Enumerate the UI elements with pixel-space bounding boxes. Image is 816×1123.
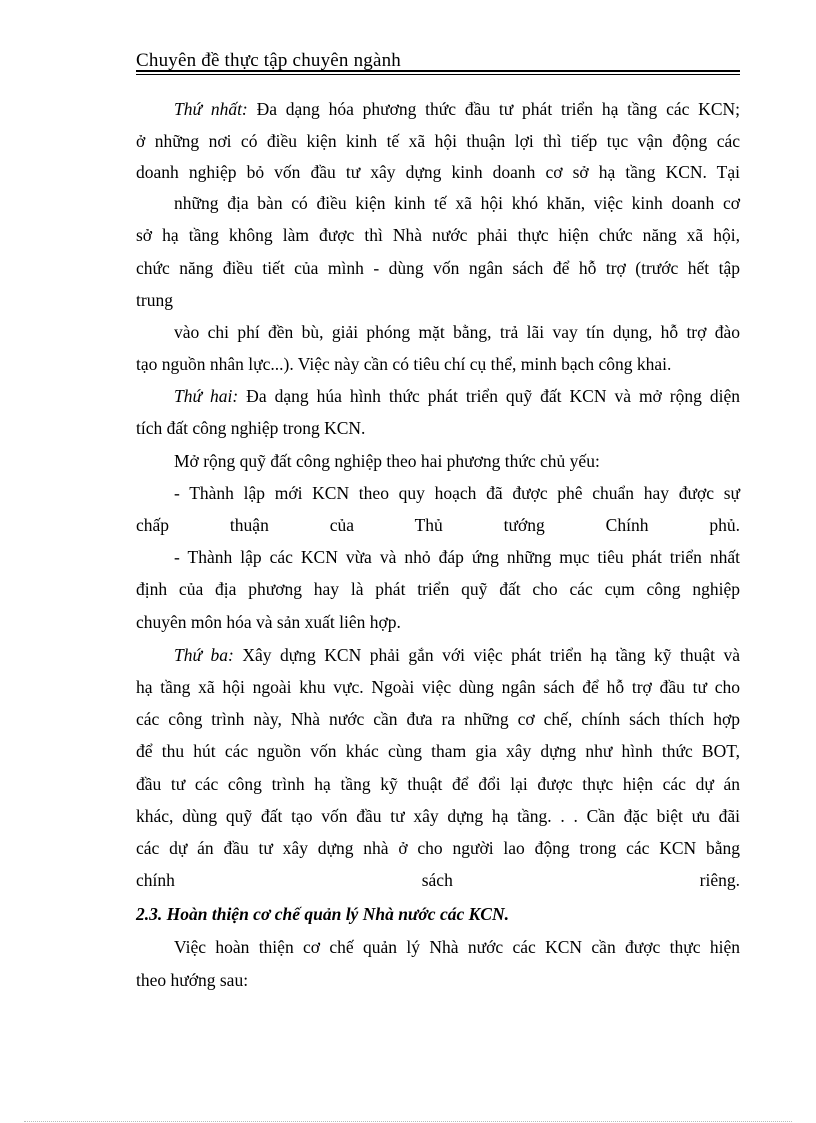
paragraph-line: đầu tư các công trình hạ tầng kỹ thuật để đổi lại được thực hiện các dự án [136, 774, 740, 794]
paragraph-line [174, 385, 740, 407]
page-bottom-border [24, 1121, 792, 1122]
line-text: Đa dạng hóa phương thức đầu tư phát triển hạ tầng các KCN; [247, 99, 740, 119]
paragraph-line: những địa bàn có điều kiện kinh tế xã hội khó khăn, việc kinh doanh cơ [174, 193, 740, 213]
paragraph-line: doanh nghiệp bỏ vốn đầu tư xây dựng kinh doanh cơ sở hạ tầng KCN. Tại [136, 162, 740, 182]
paragraph-line: trung [136, 290, 173, 310]
paragraph-line: chức năng điều tiết của mình - dùng vốn ngân sách để hỗ trợ (trước hết tập [136, 258, 740, 278]
paragraph-line: các công trình này, Nhà nước cần đưa ra những cơ chế, chính sách thích hợp [136, 709, 740, 729]
line-text: Xây dựng KCN phải gắn với việc phát triển hạ tầng kỹ thuật và [233, 645, 740, 665]
page-header-title: Chuyên đề thực tập chuyên ngành [136, 50, 402, 71]
paragraph-line: để thu hút các nguồn vốn khác cùng tham gia xây dựng như hình thức BOT, [136, 741, 740, 761]
paragraph-line: chính sách riêng. [136, 870, 740, 890]
paragraph-line: sở hạ tầng không làm được thì Nhà nước phải thực hiện chức năng xã hội, [136, 225, 740, 245]
paragraph-line: chấp thuận của Thủ tướng Chính phủ. [136, 515, 740, 535]
paragraph-line: - Thành lập các KCN vừa và nhỏ đáp ứng những mục tiêu phát triển nhất [174, 547, 740, 567]
header-rule-thin [136, 74, 740, 75]
paragraph-lead: Thứ nhất: [174, 99, 248, 119]
paragraph-line: chuyên môn hóa và sản xuất liên hợp. [136, 612, 401, 632]
paragraph-line: Mở rộng quỹ đất công nghiệp theo hai phương thức chủ yếu: [174, 451, 600, 471]
paragraph-line: hạ tầng xã hội ngoài khu vực. Ngoài việc dùng ngân sách để hỗ trợ đầu tư cho [136, 677, 740, 697]
paragraph-lead: Thứ ba: [174, 645, 234, 665]
section-heading: 2.3. Hoàn thiện cơ chế quản lý Nhà nước các KCN. [136, 904, 509, 924]
line-text: Đa dạng húa hình thức phát triển quỹ đất KCN và mở rộng diện [238, 386, 740, 406]
paragraph-line: vào chi phí đền bù, giải phóng mặt bằng, trả lãi vay tín dụng, hỗ trợ đào [174, 322, 740, 342]
paragraph-line: ở những nơi có điều kiện kinh tế xã hội thuận lợi thì tiếp tục vận động các [136, 131, 740, 151]
paragraph-line: khác, dùng quỹ đất tạo vốn đầu tư xây dựng hạ tầng. . . Cần đặc biệt ưu đãi [136, 806, 740, 826]
paragraph-lead: Thứ hai: [174, 386, 239, 406]
paragraph-line [174, 644, 740, 666]
paragraph-line: Việc hoàn thiện cơ chế quản lý Nhà nước các KCN cần được thực hiện [174, 937, 740, 957]
paragraph-line: theo hướng sau: [136, 970, 249, 990]
paragraph-line: định của địa phương hay là phát triển quỹ đất cho các cụm công nghiệp [136, 579, 740, 599]
paragraph-line: các dự án đầu tư xây dựng nhà ở cho người lao động trong các KCN bằng [136, 838, 740, 858]
header-rule-thick [136, 70, 740, 72]
paragraph-line: - Thành lập mới KCN theo quy hoạch đã được phê chuẩn hay được sự [174, 483, 740, 503]
paragraph-line: tạo nguồn nhân lực...). Việc này cần có tiêu chí cụ thể, minh bạch công khai. [136, 354, 672, 374]
paragraph-line [174, 98, 740, 120]
paragraph-line: tích đất công nghiệp trong KCN. [136, 418, 366, 438]
